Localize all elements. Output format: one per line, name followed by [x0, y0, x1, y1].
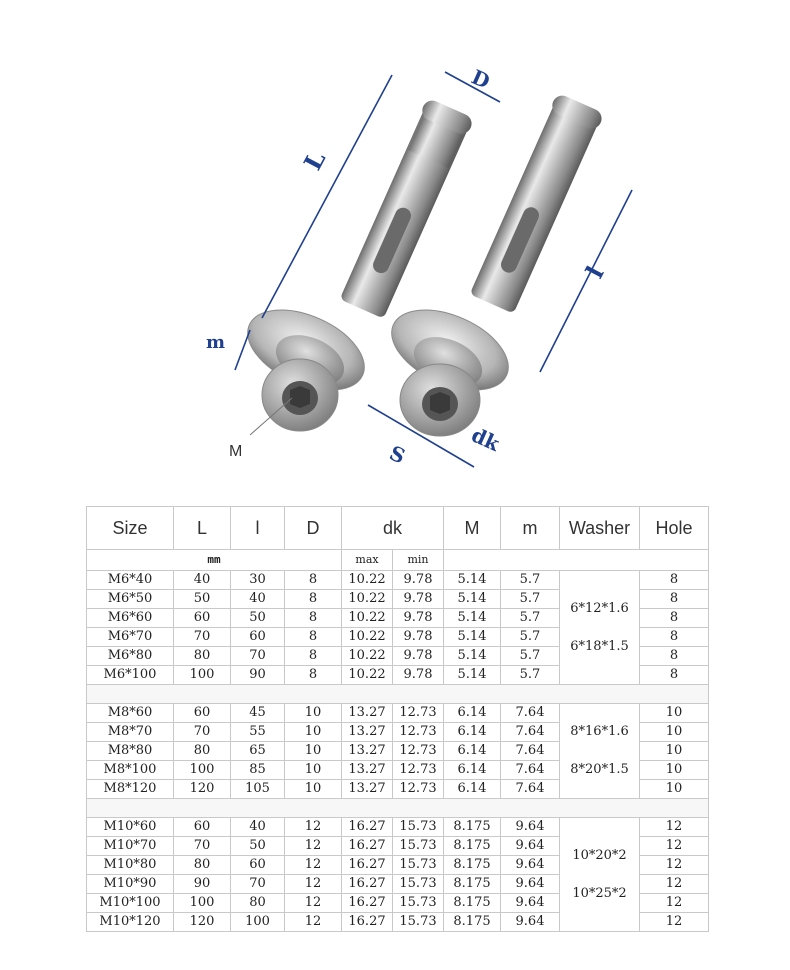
- table-row: [87, 818, 709, 837]
- cell-dk-min: 9.78: [393, 571, 444, 590]
- cell-M: 8.175: [444, 913, 501, 932]
- dim-line-m: [235, 330, 250, 370]
- cell-l: 30: [231, 571, 285, 590]
- cell-m: 7.64: [501, 704, 560, 723]
- cell-size: M10*100: [87, 894, 174, 913]
- cell-D: 10: [285, 723, 342, 742]
- cell-D: 8: [285, 647, 342, 666]
- cell-hole: 10: [640, 723, 709, 742]
- header-L: L: [174, 507, 231, 550]
- cell-size: M8*120: [87, 780, 174, 799]
- cell-D: 12: [285, 856, 342, 875]
- cell-size: M10*80: [87, 856, 174, 875]
- unit-mm: mm: [87, 550, 342, 571]
- cell-washer: [560, 704, 640, 799]
- header-hole: Hole: [640, 507, 709, 550]
- cell-L: 80: [174, 742, 231, 761]
- washer-spec: 10*20*2: [572, 847, 627, 863]
- cell-hole: 8: [640, 628, 709, 647]
- cell-L: 90: [174, 875, 231, 894]
- cell-l: 100: [231, 913, 285, 932]
- cell-L: 40: [174, 571, 231, 590]
- cell-M: 8.175: [444, 856, 501, 875]
- cell-D: 12: [285, 894, 342, 913]
- label-M: M: [229, 443, 243, 460]
- cell-D: 10: [285, 780, 342, 799]
- cell-m: 5.7: [501, 590, 560, 609]
- cell-D: 10: [285, 761, 342, 780]
- label-S: S: [385, 440, 409, 469]
- cell-dk-max: 13.27: [342, 704, 393, 723]
- cell-l: 70: [231, 875, 285, 894]
- cell-D: 8: [285, 666, 342, 685]
- cell-D: 12: [285, 913, 342, 932]
- cell-hole: 10: [640, 704, 709, 723]
- cell-l: 105: [231, 780, 285, 799]
- cell-dk-max: 16.27: [342, 894, 393, 913]
- cell-size: M8*100: [87, 761, 174, 780]
- cell-hole: 8: [640, 571, 709, 590]
- cell-L: 100: [174, 894, 231, 913]
- cell-l: 40: [231, 590, 285, 609]
- unit-dk-max: max: [342, 550, 393, 571]
- cell-m: 7.64: [501, 742, 560, 761]
- cell-hole: 8: [640, 590, 709, 609]
- cell-size: M8*70: [87, 723, 174, 742]
- cell-m: 5.7: [501, 628, 560, 647]
- cell-size: M10*120: [87, 913, 174, 932]
- cell-dk-max: 13.27: [342, 780, 393, 799]
- cell-L: 60: [174, 609, 231, 628]
- cell-m: 9.64: [501, 913, 560, 932]
- cell-D: 12: [285, 818, 342, 837]
- cell-size: M8*80: [87, 742, 174, 761]
- cell-hole: 8: [640, 647, 709, 666]
- cell-L: 100: [174, 761, 231, 780]
- washer-spec: 6*18*1.5: [570, 638, 629, 654]
- cell-dk-min: 9.78: [393, 590, 444, 609]
- cell-M: 5.14: [444, 609, 501, 628]
- header-dk: dk: [342, 507, 444, 550]
- cell-M: 5.14: [444, 628, 501, 647]
- unit-blank: [444, 550, 709, 571]
- header-washer: Washer: [560, 507, 640, 550]
- cell-L: 70: [174, 628, 231, 647]
- label-m: m: [206, 332, 226, 353]
- cell-m: 7.64: [501, 780, 560, 799]
- separator-cell: [87, 799, 709, 818]
- cell-dk-max: 10.22: [342, 571, 393, 590]
- cell-L: 80: [174, 856, 231, 875]
- cell-M: 5.14: [444, 647, 501, 666]
- cell-dk-min: 15.73: [393, 894, 444, 913]
- separator-cell: [87, 685, 709, 704]
- cell-size: M10*70: [87, 837, 174, 856]
- cell-dk-max: 16.27: [342, 875, 393, 894]
- cell-hole: 10: [640, 780, 709, 799]
- cell-L: 50: [174, 590, 231, 609]
- cell-l: 90: [231, 666, 285, 685]
- cell-m: 9.64: [501, 875, 560, 894]
- cell-size: M6*100: [87, 666, 174, 685]
- cell-l: 60: [231, 856, 285, 875]
- header-row: [87, 507, 709, 550]
- cell-dk-max: 10.22: [342, 647, 393, 666]
- header-size: Size: [87, 507, 174, 550]
- cell-L: 60: [174, 818, 231, 837]
- group-separator: [87, 799, 709, 818]
- cell-dk-min: 9.78: [393, 628, 444, 647]
- cell-D: 8: [285, 590, 342, 609]
- cell-hole: 12: [640, 913, 709, 932]
- washer-spec: 8*20*1.5: [570, 762, 629, 777]
- cell-size: M10*60: [87, 818, 174, 837]
- label-l: l: [579, 261, 610, 283]
- cell-L: 120: [174, 913, 231, 932]
- cell-l: 65: [231, 742, 285, 761]
- cell-M: 8.175: [444, 818, 501, 837]
- cell-dk-min: 9.78: [393, 647, 444, 666]
- cell-M: 6.14: [444, 761, 501, 780]
- cell-dk-max: 16.27: [342, 856, 393, 875]
- cell-dk-min: 12.73: [393, 780, 444, 799]
- cell-D: 8: [285, 609, 342, 628]
- header-m: m: [501, 507, 560, 550]
- cell-dk-min: 15.73: [393, 913, 444, 932]
- cell-dk-max: 13.27: [342, 761, 393, 780]
- cell-M: 5.14: [444, 571, 501, 590]
- cell-hole: 12: [640, 894, 709, 913]
- cell-M: 6.14: [444, 742, 501, 761]
- cell-hole: 8: [640, 609, 709, 628]
- cell-dk-min: 15.73: [393, 818, 444, 837]
- cell-size: M6*70: [87, 628, 174, 647]
- header-D: D: [285, 507, 342, 550]
- cell-D: 10: [285, 742, 342, 761]
- cell-dk-min: 15.73: [393, 837, 444, 856]
- cell-hole: 12: [640, 837, 709, 856]
- cell-dk-min: 12.73: [393, 761, 444, 780]
- label-dk: dk: [467, 422, 504, 456]
- cell-m: 5.7: [501, 647, 560, 666]
- cell-l: 85: [231, 761, 285, 780]
- spec-table: [86, 506, 709, 932]
- cell-D: 8: [285, 571, 342, 590]
- header-l: l: [231, 507, 285, 550]
- cell-D: 8: [285, 628, 342, 647]
- cell-l: 50: [231, 609, 285, 628]
- cell-hole: 12: [640, 875, 709, 894]
- cell-washer: [560, 818, 640, 932]
- cell-L: 70: [174, 723, 231, 742]
- cell-D: 10: [285, 704, 342, 723]
- cell-hole: 10: [640, 761, 709, 780]
- cell-size: M6*40: [87, 571, 174, 590]
- cell-dk-max: 10.22: [342, 609, 393, 628]
- cell-hole: 12: [640, 818, 709, 837]
- cell-L: 120: [174, 780, 231, 799]
- cell-D: 12: [285, 837, 342, 856]
- cell-m: 5.7: [501, 609, 560, 628]
- cell-l: 70: [231, 647, 285, 666]
- cell-m: 5.7: [501, 571, 560, 590]
- cell-m: 5.7: [501, 666, 560, 685]
- cell-dk-min: 9.78: [393, 666, 444, 685]
- cell-m: 7.64: [501, 761, 560, 780]
- table-row: [87, 571, 709, 590]
- cell-dk-max: 13.27: [342, 742, 393, 761]
- cell-M: 5.14: [444, 666, 501, 685]
- cell-l: 60: [231, 628, 285, 647]
- cell-size: M6*80: [87, 647, 174, 666]
- table-row: [87, 704, 709, 723]
- cell-M: 8.175: [444, 875, 501, 894]
- cell-L: 70: [174, 837, 231, 856]
- cell-dk-max: 16.27: [342, 913, 393, 932]
- cell-M: 6.14: [444, 723, 501, 742]
- cell-hole: 10: [640, 742, 709, 761]
- cell-washer: [560, 571, 640, 685]
- cell-dk-min: 15.73: [393, 875, 444, 894]
- unit-dk-min: min: [393, 550, 444, 571]
- cell-L: 60: [174, 704, 231, 723]
- washer-spec: 8*16*1.6: [570, 724, 629, 739]
- cell-dk-max: 13.27: [342, 723, 393, 742]
- cell-dk-max: 10.22: [342, 590, 393, 609]
- cell-dk-min: 9.78: [393, 609, 444, 628]
- washer-spec: 10*25*2: [572, 885, 627, 901]
- cell-m: 9.64: [501, 856, 560, 875]
- cell-dk-min: 12.73: [393, 742, 444, 761]
- cell-hole: 8: [640, 666, 709, 685]
- cell-size: M6*50: [87, 590, 174, 609]
- cell-l: 80: [231, 894, 285, 913]
- cell-dk-min: 15.73: [393, 856, 444, 875]
- cell-size: M6*60: [87, 609, 174, 628]
- header-M: M: [444, 507, 501, 550]
- cell-D: 12: [285, 875, 342, 894]
- cell-size: M10*90: [87, 875, 174, 894]
- cell-m: 7.64: [501, 723, 560, 742]
- cell-dk-min: 12.73: [393, 704, 444, 723]
- label-L: L: [297, 146, 332, 175]
- cell-m: 9.64: [501, 894, 560, 913]
- cell-m: 9.64: [501, 837, 560, 856]
- cell-M: 6.14: [444, 780, 501, 799]
- cell-l: 50: [231, 837, 285, 856]
- cell-dk-max: 10.22: [342, 628, 393, 647]
- cell-l: 45: [231, 704, 285, 723]
- cell-l: 40: [231, 818, 285, 837]
- washer-spec: 6*12*1.6: [570, 600, 629, 616]
- unit-row: [87, 550, 709, 571]
- cell-M: 8.175: [444, 837, 501, 856]
- cell-l: 55: [231, 723, 285, 742]
- cell-dk-min: 12.73: [393, 723, 444, 742]
- cell-L: 100: [174, 666, 231, 685]
- cell-hole: 12: [640, 856, 709, 875]
- cell-L: 80: [174, 647, 231, 666]
- label-D: D: [467, 64, 494, 94]
- cell-dk-max: 16.27: [342, 818, 393, 837]
- cell-dk-max: 16.27: [342, 837, 393, 856]
- cell-dk-max: 10.22: [342, 666, 393, 685]
- group-separator: [87, 685, 709, 704]
- cell-M: 5.14: [444, 590, 501, 609]
- cell-m: 9.64: [501, 818, 560, 837]
- cell-M: 6.14: [444, 704, 501, 723]
- cell-M: 8.175: [444, 894, 501, 913]
- cell-size: M8*60: [87, 704, 174, 723]
